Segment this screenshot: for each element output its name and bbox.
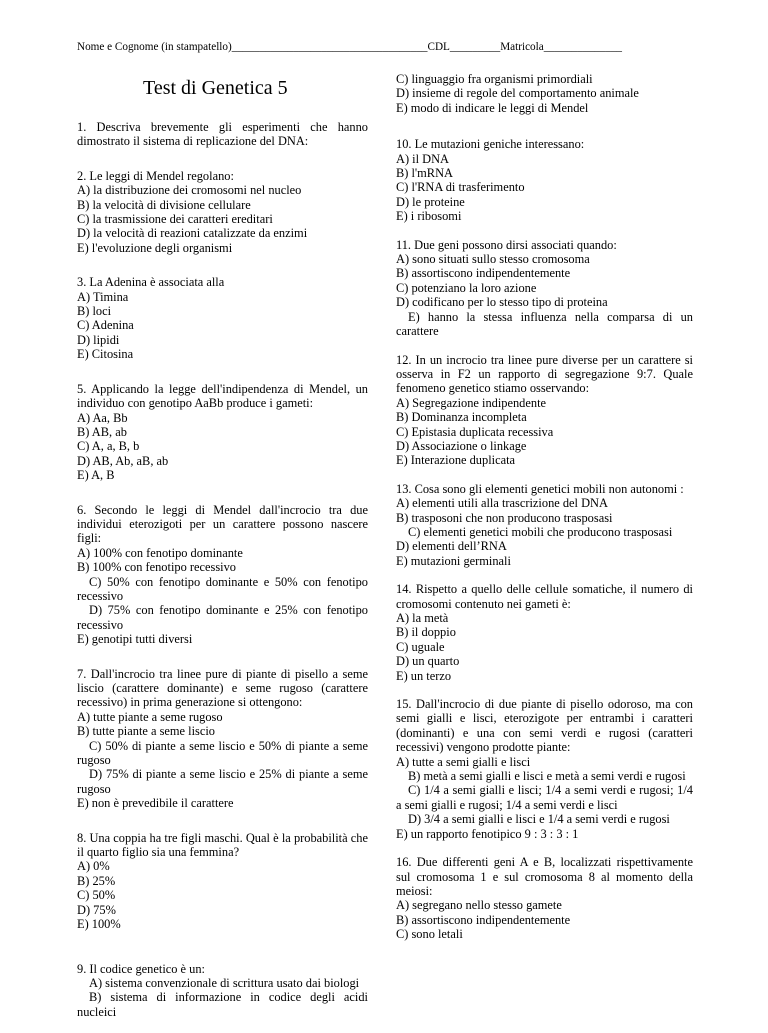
question-text: 15. Dall'incrocio di due piante di pisello odoroso, ma con semi gialli e lisci, eterozigote per entrambi i caratteri (dominanti) e una con semi verdi e rugosi (caratteri recessivi) vengono prodotte piante: [396,697,693,755]
option: D) AB, Ab, aB, ab [77,453,169,468]
option: C) 1/4 a semi gialli e lisci; 1/4 a semi verdi e rugosi; 1/4 a semi gialli e rugosi; 1/4 a semi verdi e lisci [396,783,693,812]
question-15 [396,697,693,841]
question-9-continued [396,72,693,115]
option: C) uguale [396,639,445,654]
option: C) linguaggio fra organismi primordiali [396,72,593,86]
option: C) sono letali [396,927,463,942]
question-text: 2. Le leggi di Mendel regolano: [77,168,234,183]
question-11 [396,238,693,339]
option: D) un quarto [396,654,460,669]
option: B) AB, ab [77,424,127,439]
option: C) 50% di piante a seme liscio e 50% di piante a seme rugoso [77,738,368,768]
left-column [77,72,368,1033]
option: E) 100% [77,917,121,932]
option: D) Associazione o linkage [396,438,527,453]
option: C) elementi genetici mobili che producono trasposasi [408,524,673,539]
option: E) Interazione duplicata [396,453,516,468]
option: A) segregano nello stesso gamete [396,898,562,913]
option: A) Segregazione indipendente [396,395,547,410]
option: A) tutte a semi gialli e lisci [396,754,531,769]
question-text: 9. Il codice genetico è un: [77,961,205,976]
option: D) 75% con fenotipo dominante e 25% con fenotipo recessivo [77,603,368,632]
question-text: 7. Dall'incrocio tra linee pure di piante di pisello a seme liscio (carattere dominante) e seme rugoso (carattere recessivo) in prima generazione si ottengono: [77,666,368,710]
question-text: 8. Una coppia ha tre figli maschi. Qual è la probabilità che il quarto figlio sia una femmina? [77,830,368,860]
option: A) il DNA [396,151,449,166]
option: E) non è prevedibile il carattere [77,796,234,811]
question-text: 14. Rispetto a quello delle cellule somatiche, il numero di cromosomi contenuto nei gameti è: [396,582,693,611]
question-text: 13. Cosa sono gli elementi genetici mobili non autonomi : [396,481,684,496]
option: B) sistema di informazione in codice degli acidi nucleici [77,990,368,1019]
option: E) modo di indicare le leggi di Mendel [396,100,589,115]
question-3 [77,275,368,361]
option: B) la velocità di divisione cellulare [77,197,251,212]
option: A) Timina [77,289,129,304]
option: E) mutazioni germinali [396,553,511,568]
question-text: 3. La Adenina è associata alla [77,275,225,290]
option: D) codificano per lo stesso tipo di proteina [396,295,608,310]
question-5 [77,382,368,483]
option: E) l'evoluzione degli organismi [77,240,233,255]
question-text: 6. Secondo le leggi di Mendel dall'incrocio tra due individui eterozigoti per un carattere possono nascere figli: [77,502,368,546]
option: A) 100% con fenotipo dominante [77,545,243,560]
question-6 [77,503,368,647]
page-title: Test di Genetica 5 [143,77,288,99]
option: C) 50% con fenotipo dominante e 50% con fenotipo recessivo [77,574,368,603]
option: A) Aa, Bb [77,410,128,425]
option: E) un terzo [396,668,452,683]
option: D) insieme di regole del comportamento animale [396,86,639,101]
option: B) loci [77,304,112,319]
option: B) Dominanza incompleta [396,410,527,425]
option: A) sono situati sullo stesso cromosoma [396,252,590,267]
option: D) le proteine [396,194,465,209]
question-7 [77,667,368,811]
option: D) 75% [77,902,116,917]
option: B) 25% [77,873,116,888]
option: A) la metà [396,611,449,625]
option: C) la trasmissione dei caratteri ereditari [77,212,273,227]
option: E) Citosina [77,347,134,362]
question-16 [396,855,693,941]
question-10 [396,137,693,223]
option: E) i ribosomi [396,209,462,224]
option: B) trasposoni che non producono trasposasi [396,510,613,525]
question-14 [396,582,693,683]
question-text: 1. Descriva brevemente gli esperimenti che hanno dimostrato il sistema di replicazione del DNA: [77,120,368,149]
question-13 [396,482,693,568]
question-text: 16. Due differenti geni A e B, localizzati rispettivamente sul cromosoma 1 e sul cromosoma 8 al momento della meiosi: [396,855,693,898]
question-text: 12. In un incrocio tra linee pure diverse per un carattere si osserva in F2 un rapporto di segregazione 9:7. Quale fenomeno genetico stiamo osservando: [396,352,693,396]
option: B) l'mRNA [396,166,453,181]
option: E) A, B [77,468,115,483]
question-8 [77,831,368,932]
option: C) Adenina [77,318,134,333]
option: B) tutte piante a seme liscio [77,724,215,739]
question-text: 11. Due geni possono dirsi associati quando: [396,237,617,252]
option: C) 50% [77,888,116,903]
option: C) Epistasia duplicata recessiva [396,424,554,439]
question-2 [77,169,368,255]
option: D) 75% di piante a seme liscio e 25% di piante a seme rugoso [77,767,368,796]
option: E) genotipi tutti diversi [77,632,193,647]
option: D) 3/4 a semi gialli e lisci e 1/4 a semi verdi e rugosi [408,812,670,827]
option: E) un rapporto fenotipico 9 : 3 : 3 : 1 [396,826,579,841]
question-text: 10. Le mutazioni geniche interessano: [396,137,585,152]
option: D) la velocità di reazioni catalizzate da enzimi [77,226,308,241]
option: B) metà a semi gialli e lisci e metà a semi verdi e rugosi [408,769,686,784]
question-12 [396,353,693,468]
option: A) sistema convenzionale di scrittura usato dai biologi [89,975,360,990]
option: A) elementi utili alla trascrizione del DNA [396,496,608,511]
right-column [396,72,693,956]
option: A) tutte piante a seme rugoso [77,709,223,724]
question-1 [77,120,368,149]
question-9-start [77,962,368,1020]
option: D) lipidi [77,332,120,347]
option: C) potenziano la loro azione [396,280,537,295]
option: B) il doppio [396,625,456,640]
option: D) elementi dell’RNA [396,539,507,554]
option: B) assortiscono indipendentemente [396,912,571,927]
student-info-header: Nome e Cognome (in stampatello)___________________________________CDL_________Matricola______________ [77,41,623,53]
option: B) assortiscono indipendentemente [396,266,571,281]
question-text: 5. Applicando la legge dell'indipendenza di Mendel, un individuo con genotipo AaBb produce i gameti: [77,381,368,411]
option: C) A, a, B, b [77,439,140,454]
option: C) l'RNA di trasferimento [396,180,525,195]
option: A) la distribuzione dei cromosomi nel nucleo [77,183,302,198]
option: A) 0% [77,859,110,874]
option: B) 100% con fenotipo recessivo [77,560,236,575]
option: E) hanno la stessa influenza nella comparsa di un carattere [396,309,693,339]
